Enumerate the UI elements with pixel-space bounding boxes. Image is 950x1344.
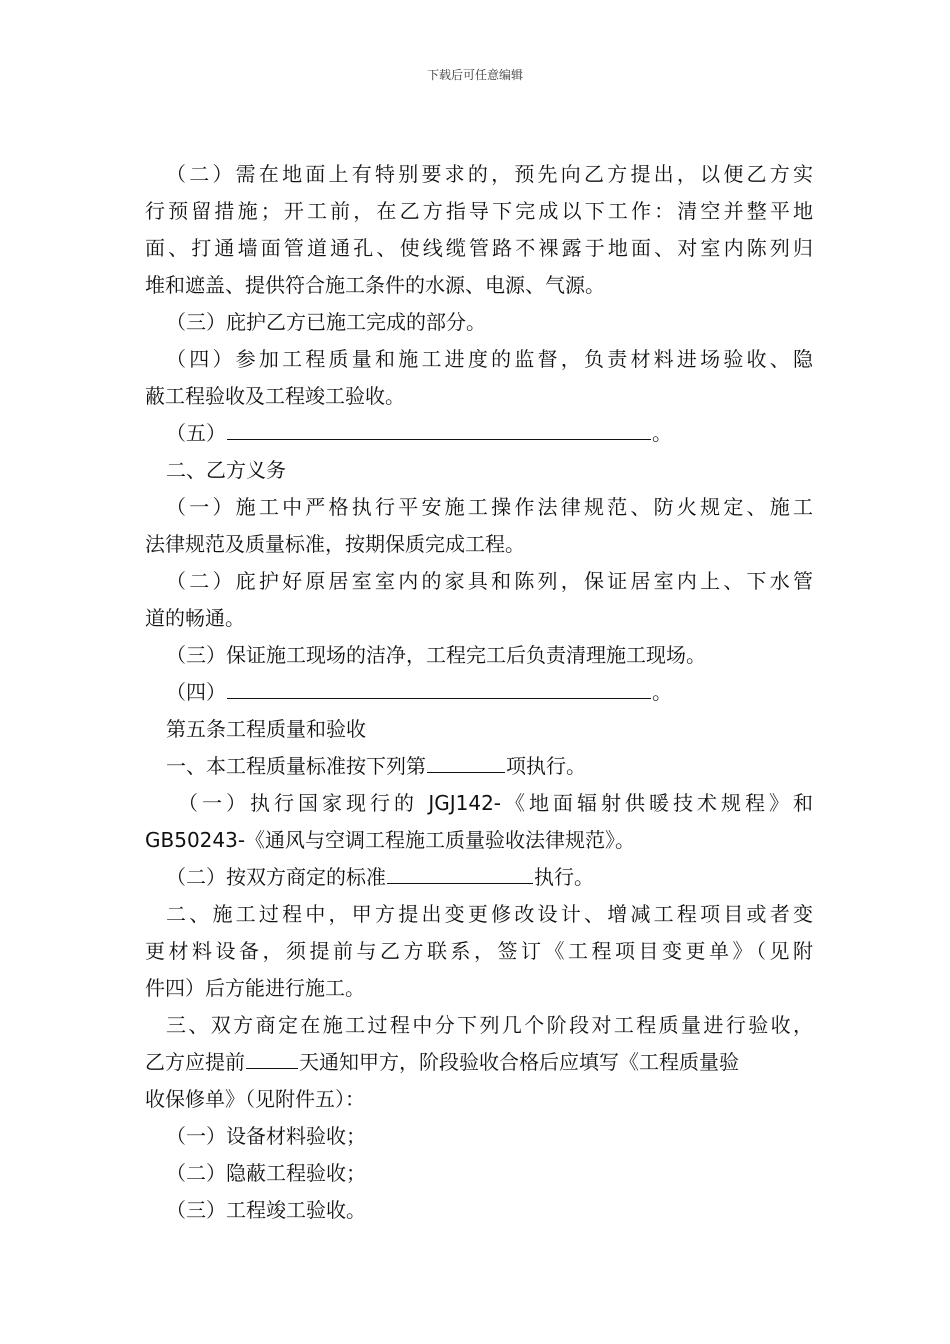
- fill-in-line: [145, 859, 813, 896]
- paragraph-line: （三）庇护乙方已施工完成的部分。: [166, 310, 486, 334]
- blank-field[interactable]: [246, 1047, 298, 1069]
- list-item: （一）设备材料验收；: [166, 1124, 366, 1148]
- line-suffix: 项执行。: [506, 754, 586, 778]
- paragraph-line: 件四）后方能进行施工。: [145, 976, 365, 1000]
- paragraph-line: 三、双方商定在施工过程中分下列几个阶段对工程质量进行验收，: [166, 1013, 813, 1037]
- paragraph-line: 面、打通墙面管道通孔、使线缆管路不裸露于地面、对室内陈列归: [145, 236, 813, 260]
- line-prefix: （二）按双方商定的标准: [166, 865, 386, 889]
- line-suffix: 天通知甲方，阶段验收合格后应填写《工程质量验: [299, 1050, 739, 1074]
- paragraph-line: GB50243-《通风与空调工程施工质量验收法律规范》。: [145, 828, 636, 852]
- blank-field[interactable]: [227, 418, 651, 440]
- line-suffix: 执行。: [534, 865, 594, 889]
- fill-in-line: [145, 1044, 813, 1081]
- section-heading: 二、乙方义务: [166, 458, 286, 482]
- line-prefix: （四）: [166, 680, 226, 704]
- section-heading: 第五条工程质量和验收: [166, 717, 366, 741]
- fill-in-line: [145, 415, 813, 452]
- line-prefix: 一、本工程质量标准按下列第: [166, 754, 426, 778]
- paragraph-line: 蔽工程验收及工程竣工验收。: [145, 384, 405, 408]
- paragraph-line: 法律规范及质量标准，按期保质完成工程。: [145, 532, 525, 556]
- line-suffix: 。: [652, 421, 672, 445]
- fill-in-line: [145, 674, 813, 711]
- fill-in-line: [145, 748, 813, 785]
- paragraph-line: （一）施工中严格执行平安施工操作法律规范、防火规定、施工: [166, 495, 813, 519]
- paragraph-line: 堆和遮盖、提供符合施工条件的水源、电源、气源。: [145, 273, 605, 297]
- blank-field[interactable]: [387, 862, 533, 884]
- paragraph-line: 道的畅通。: [145, 606, 245, 630]
- list-item: （二）隐蔽工程验收；: [166, 1161, 366, 1185]
- blank-field[interactable]: [227, 677, 651, 699]
- paragraph-line: 更材料设备，须提前与乙方联系，签订《工程项目变更单》（见附: [145, 939, 813, 963]
- page-header: 下载后可任意编辑: [426, 68, 523, 82]
- paragraph-line: （四）参加工程质量和施工进度的监督，负责材料进场验收、隐: [166, 347, 813, 371]
- paragraph-line: （二）需在地面上有特别要求的，预先向乙方提出，以便乙方实: [166, 162, 813, 186]
- paragraph-line: 二、施工过程中，甲方提出变更修改设计、增减工程项目或者变: [166, 902, 813, 926]
- blank-field[interactable]: [427, 751, 505, 773]
- line-prefix: （五）: [166, 421, 226, 445]
- paragraph-line: 收保修单》（见附件五）：: [145, 1087, 365, 1111]
- paragraph-line: （二）庇护好原居室室内的家具和陈列，保证居室内上、下水管: [166, 569, 813, 593]
- paragraph-line: （三）保证施工现场的洁净，工程完工后负责清理施工现场。: [166, 643, 706, 667]
- list-item: （三）工程竣工验收。: [166, 1198, 366, 1222]
- line-suffix: 。: [652, 680, 672, 704]
- line-prefix: 乙方应提前: [145, 1050, 245, 1074]
- paragraph-line: （一）执行国家现行的 JGJ142-《地面辐射供暖技术规程》和: [178, 791, 813, 815]
- document-body: [145, 156, 813, 1229]
- paragraph-line: 行预留措施；开工前，在乙方指导下完成以下工作：清空并整平地: [145, 199, 813, 223]
